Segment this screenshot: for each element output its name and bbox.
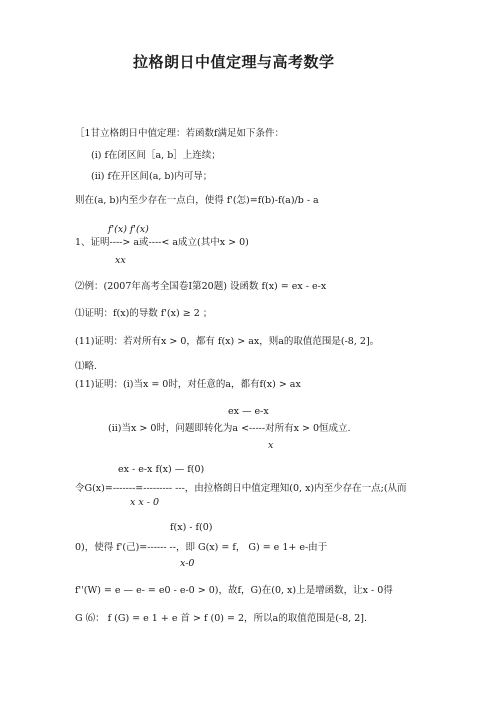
theorem-conclusion: 则在(a, b)内至少存在一点白，使得 f'(怎)=f(b)-f(a)/b - a bbox=[75, 195, 319, 206]
final-conclusion: G ⑹： f (G) = e 1 + e 首 > f (0) = 2，所以a的取值范围是(-8, 2]. bbox=[75, 613, 367, 624]
example-heading: ⑵例：(2007年高考全国卷I第20题) 设函数 f(x) = ex - e-x bbox=[75, 281, 327, 292]
theorem-condition-2: (ii) f在开区间(a, b)内可导； bbox=[91, 171, 213, 182]
second-derivative-line: f''(W) = e — e- = e0 - e-0 > 0)，故f，G)在(0, x)上是增函数，让x - 0得 bbox=[75, 585, 393, 596]
g-definition-denominator: x x - 0 bbox=[130, 497, 160, 508]
mvt-denominator: x-0 bbox=[180, 558, 195, 569]
theorem-intro: ［1甘立格朗日中值定理：若函数f满足如下条件： bbox=[75, 128, 285, 139]
fraction-numerator: ex — e-x bbox=[228, 406, 269, 417]
mvt-numerator: f(x) - f(0) bbox=[170, 522, 213, 533]
mvt-application: 0)，使得 f'(己)=------ --，即 G(x) = f， G) = e 1+ e-由于 bbox=[75, 542, 328, 553]
solution-part-2-case-2: (ii)当x > 0时，问题即转化为a <-----对所有x > 0恒成立. bbox=[108, 423, 351, 434]
page-title: 拉格朗日中值定理与高考数学 bbox=[133, 53, 335, 71]
g-definition-numerator: ex - e-x f(x) — f(0) bbox=[118, 464, 205, 475]
solution-part-2-case-1: (11)证明：(i)当x = 0时，对任意的a，都有f(x) > ax bbox=[75, 379, 301, 390]
proof-statement: 1、证明----> a或----< a成立(其中x > 0) bbox=[75, 237, 249, 248]
proof-denominators: xx bbox=[115, 255, 126, 266]
fraction-denominator: x bbox=[268, 440, 274, 451]
proof-numerators: f'(x) f'(x) bbox=[108, 224, 149, 235]
g-definition: 令G(x)=-------=--------- ---，由拉格朗日中值定理知(0, x)内至少存在一点;(从而 bbox=[75, 483, 407, 494]
theorem-condition-1: (i) f在闭区间［a, b］上连续； bbox=[91, 150, 221, 161]
example-part-1: ⑴证明：f(x)的导数 f'(x) ≥ 2 ； bbox=[75, 308, 213, 319]
example-part-2: (11)证明：若对所有x > 0，都有 f(x) > ax，则a的取值范围是(-8, 2]。 bbox=[75, 336, 380, 347]
solution-part-1: ⑴略. bbox=[75, 361, 98, 372]
